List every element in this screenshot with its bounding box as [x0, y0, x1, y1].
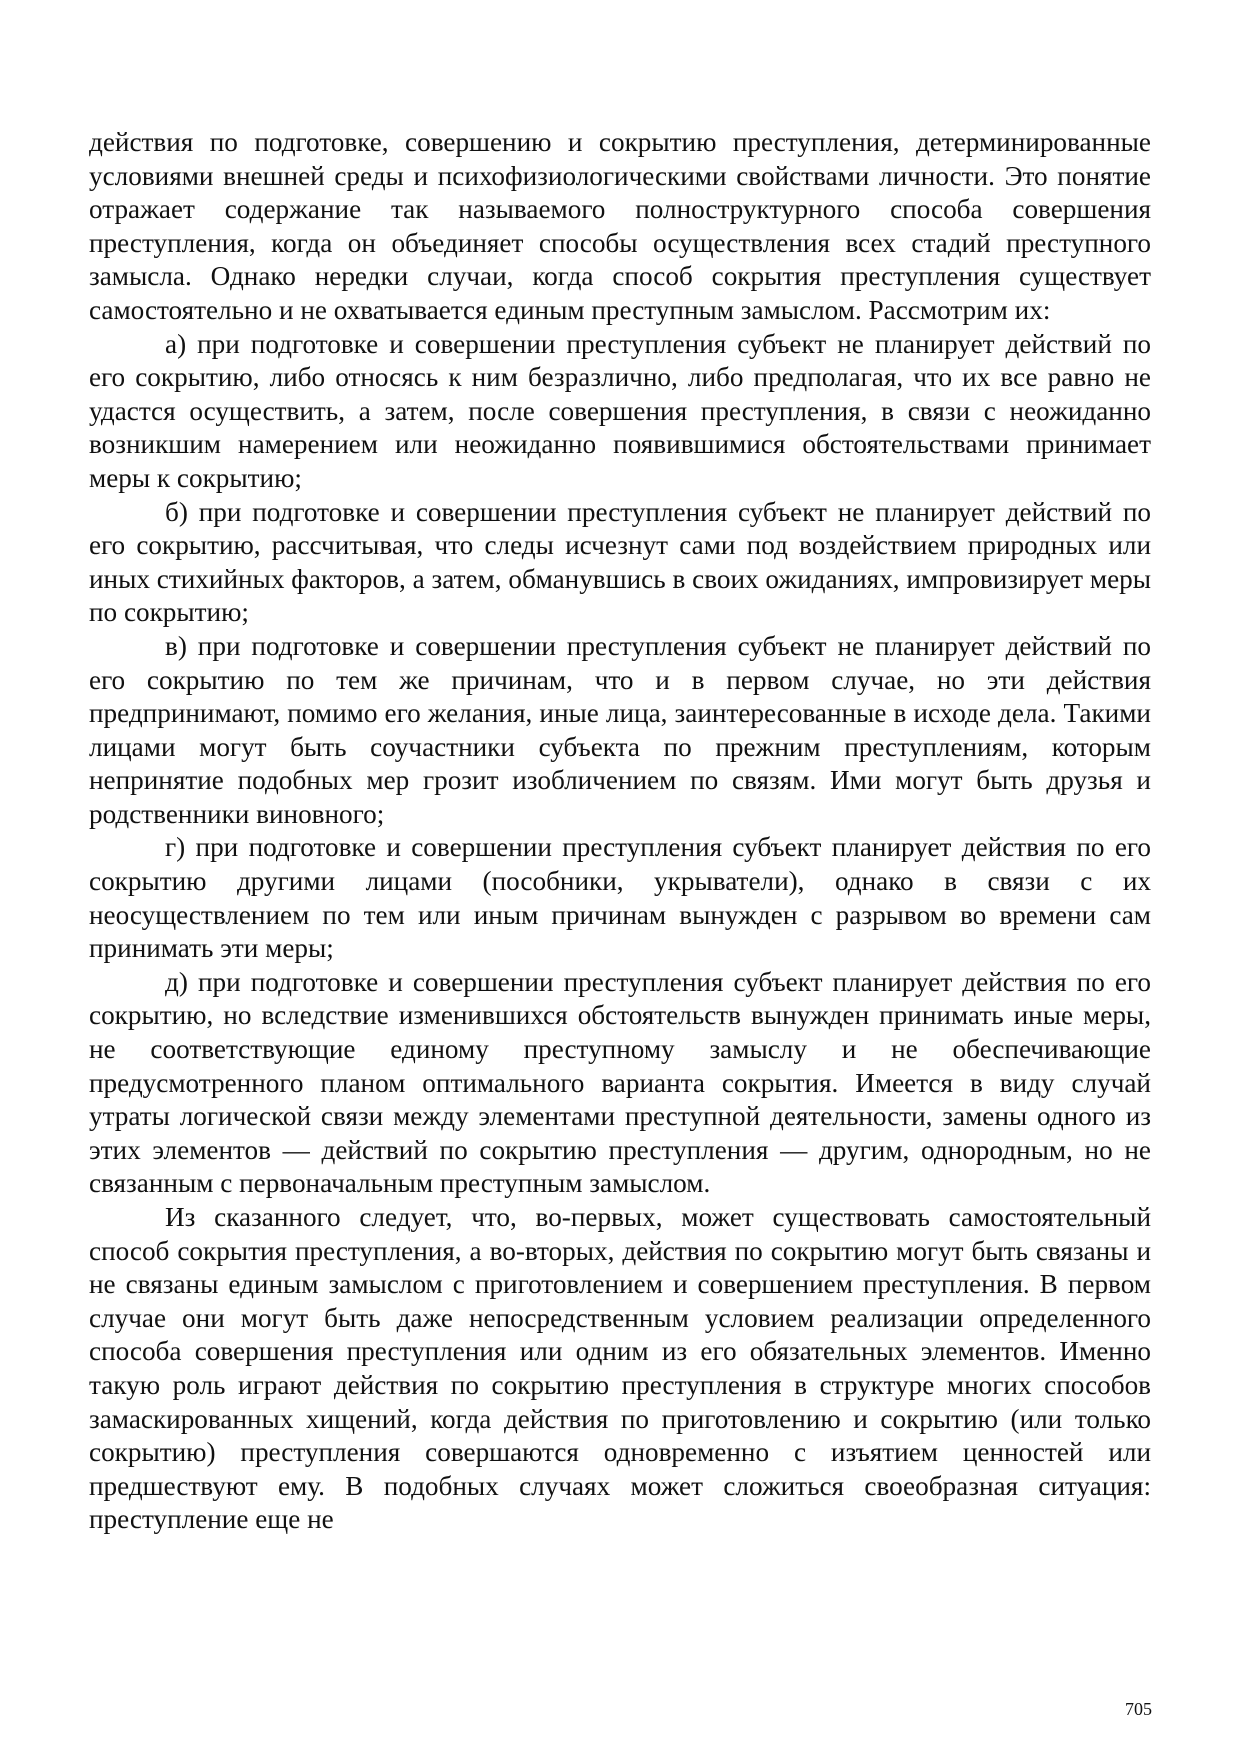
page-number: 705: [1125, 1699, 1152, 1719]
paragraph-item-g: г) при подготовке и совершении преступления субъект планирует действия по его сокрытию другими лицами (пособники, укрыватели), однако в связи с их неосуществлением по тем или иным причинам вынужден с разрывом во времени сам принимать эти меры;: [89, 832, 1151, 964]
paragraph-item-d: д) при подготовке и совершении преступления субъект планирует действия по его сокрытию, но вследствие изменившихся обстоятельств вынужден принимать иные меры, не соответствующие единому преступному замыслу и не обеспечивающие предусмотренного планом оптимального варианта сокрытия. Имеется в виду случай утраты логической связи между элементами преступной деятельности, замены одного из этих элементов — действий по сокрытию преступления — другим, однородным, но не связанным с первоначальным преступным замыслом.: [89, 966, 1151, 1199]
paragraph-item-v: в) при подготовке и совершении преступления субъект не планирует действий по его сокрытию по тем же причинам, что и в первом случае, но эти действия предпринимают, помимо его желания, иные лица, заинтересованные в исходе дела. Такими лицами могут быть соучастники субъекта по прежним преступлениям, которым непринятие подобных мер грозит изобличением по связям. Ими могут быть друзья и родственники виновного;: [89, 630, 1151, 829]
paragraph-conclusion: Из сказанного следует, что, во-первых, может существовать самостоятельный способ сокрытия преступления, а во-вторых, действия по сокрытию могут быть связаны и не связаны единым замыслом с приготовлением и совершением преступления. В первом случае они могут быть даже непосредственным условием реализации определенного способа совершения преступления или одним из его обязательных элементов. Именно такую роль играют действия по сокрытию преступления в структуре многих способов замаскированных хищений, когда действия по приготовлению и сокрытию (или только сокрытию) преступления совершаются одновременно с изъятием ценностей или предшествуют ему. В подобных случаях может сложиться своеобразная ситуация: преступление еще не: [89, 1202, 1151, 1535]
paragraph-item-a: а) при подготовке и совершении преступления субъект не планирует действий по его сокрытию, либо относясь к ним безразлично, либо предполагая, что их все равно не удастся осуществить, а затем, после совершения преступления, в связи с неожиданно возникшим намерением или неожиданно появившимися обстоятельствами принимает меры к сокрытию;: [89, 328, 1151, 493]
paragraph-continuation: действия по подготовке, совершению и сокрытию преступления, детерминированные условиями внешней среды и психофизиологическими свойствами личности. Это понятие отражает содержание так называемого полноструктурного способа совершения преступления, когда он объединяет способы осуществления всех стадий преступного замысла. Однако нередки случаи, когда способ сокрытия преступления существует самостоятельно и не охватывается единым преступным замыслом. Рассмотрим их:: [89, 127, 1151, 325]
paragraph-item-b: б) при подготовке и совершении преступления субъект не планирует действий по его сокрытию, рассчитывая, что следы исчезнут сами под воздействием природных или иных стихийных факторов, а затем, обманувшись в своих ожиданиях, импровизирует меры по сокрытию;: [89, 496, 1151, 628]
document-body: [89, 126, 1151, 1537]
